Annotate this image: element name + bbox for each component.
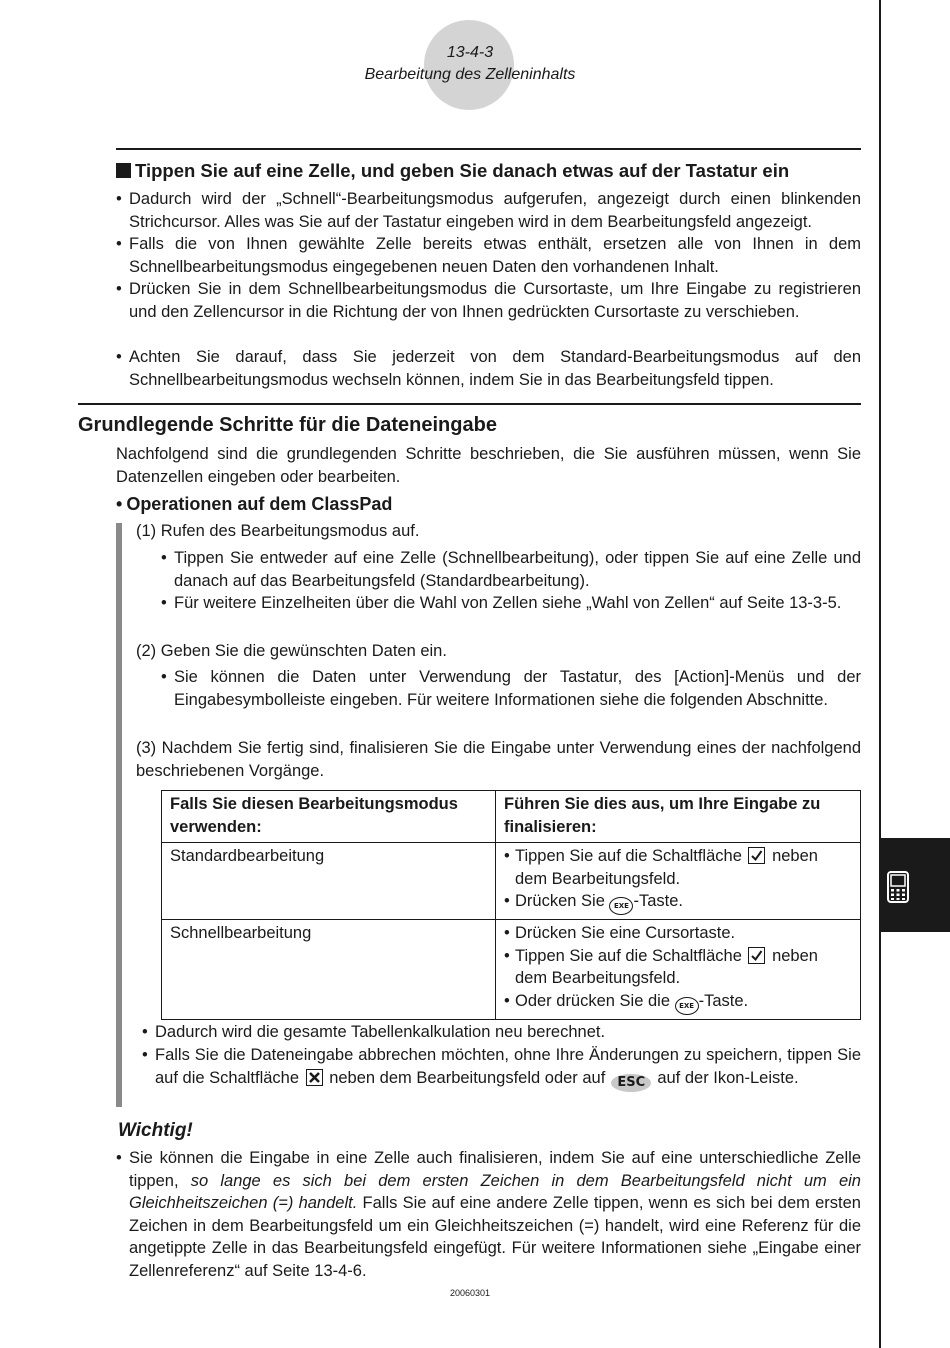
exe-key-icon: EXE (675, 997, 699, 1015)
list-item: • Falls Sie die Dateneingabe abbrechen möchten, ohne Ihre Änderungen zu speichern, tippen Sie auf die Schaltfläche neben dem Bearbeitungsfeld oder auf ESC auf der Ikon-Leiste. (142, 1046, 861, 1090)
list-item: • Drücken Sie in dem Schnellbearbeitungsmodus die Cursortaste, um Ihre Eingabe zu registrieren und den Zellencursor in die Richtung der von Ihnen gedrückten Cursortaste zu verschieben. (116, 280, 861, 321)
list-item: • Drücken Sie eine Cursortaste. (504, 924, 736, 942)
step-3: (3) Nachdem Sie fertig sind, finalisieren Sie die Eingabe unter Verwendung eines der nachfolgend beschriebenen Vorgänge. (136, 739, 861, 780)
table-cell (496, 920, 861, 1020)
list-item: • Oder drücken Sie die EXE -Taste. (504, 990, 852, 1015)
operations-subheading: • Operationen auf dem ClassPad (116, 494, 393, 514)
instruction-bar (116, 523, 122, 1107)
list-item: • Tippen Sie auf die Schaltfläche neben dem Bearbeitungsfeld. (504, 847, 818, 888)
chapter-tab (881, 838, 950, 932)
important-text: • Sie können die Eingabe in eine Zelle auch finalisieren, indem Sie auf eine unterschiedliche Zelle tippen, so lange es sich bei dem ersten Zeichen in dem Bearbeitungsfeld nicht um ein Gleichheitszeichen (=) handelt. Falls Sie auf eine andere Zelle tippen, wenn es sich bei dem ersten Zeichen in dem Bearbeitungsfeld um ein Gleichheitszeichen (=) handelt, wird eine Referenz für die angetippte Zelle in das Bearbeitungsfeld eingefügt. Für weitere Informationen siehe „Eingabe einer Zellenreferenz“ auf Seite 13-4-6. (116, 1149, 861, 1280)
table-cell: Standardbearbeitung (162, 843, 496, 920)
table-header-cell: Falls Sie diesen Bearbeitungsmodus verwenden: (162, 791, 496, 843)
important-heading: Wichtig! (118, 1120, 193, 1141)
section2-heading: Grundlegende Schritte für die Dateneingabe (78, 414, 497, 436)
page-title: Bearbeitung des Zelleninhalts (364, 66, 576, 83)
header-circle-decoration (424, 20, 514, 110)
table-cell (496, 843, 861, 920)
list-item: • Für weitere Einzelheiten über die Wahl von Zellen siehe „Wahl von Zellen“ auf Seite 13-3-5. (161, 594, 842, 612)
section-divider (116, 148, 861, 150)
list-item: • Achten Sie darauf, dass Sie jederzeit von dem Standard-Bearbeitungsmodus auf den Schnellbearbeitungsmodus wechseln können, indem Sie in das Bearbeitungsfeld tippen. (116, 348, 861, 389)
checkmark-box-icon (748, 947, 765, 964)
square-bullet-icon (116, 163, 131, 178)
calculator-icon (881, 838, 950, 932)
margin-rule (879, 0, 881, 1348)
finalize-table (161, 790, 861, 1020)
checkmark-box-icon (748, 847, 765, 864)
list-item: • Dadurch wird der „Schnell“-Bearbeitungsmodus aufgerufen, angezeigt durch einen blinkenden Strichcursor. Alles was Sie auf der Tastatur eingeben wird in dem Bearbeitungsfeld angezeigt. (116, 190, 861, 231)
table-header-row (162, 791, 861, 843)
section-divider (78, 403, 861, 405)
section2-intro: Nachfolgend sind die grundlegenden Schritte beschrieben, die Sie ausführen müssen, wenn Sie Datenzellen eingeben oder bearbeiten. (116, 445, 861, 486)
page-number: 13-4-3 (446, 44, 494, 61)
list-item: • Dadurch wird die gesamte Tabellenkalkulation neu berechnet. (142, 1023, 606, 1041)
list-item: • Sie können die Daten unter Verwendung der Tastatur, des [Action]-Menüs und der Eingabesymbolleiste eingeben. Für weitere Informationen siehe die folgenden Abschnitte. (161, 668, 861, 709)
step-2: (2) Geben Sie die gewünschten Daten ein. (136, 642, 447, 660)
section1-heading: Tippen Sie auf eine Zelle, und geben Sie danach etwas auf der Tastatur ein (116, 160, 876, 182)
step-1: (1) Rufen des Bearbeitungsmodus auf. (136, 522, 420, 540)
list-item: • Drücken Sie EXE -Taste. (504, 890, 852, 915)
table-row (162, 843, 861, 920)
table-header-cell: Führen Sie dies aus, um Ihre Eingabe zu finalisieren: (496, 791, 861, 843)
exe-key-icon: EXE (609, 897, 633, 915)
esc-key-icon: ESC (611, 1074, 651, 1092)
table-cell: Schnellbearbeitung (162, 920, 496, 1020)
table-row (162, 920, 861, 1020)
list-item: • Falls die von Ihnen gewählte Zelle bereits etwas enthält, ersetzen alle von Ihnen in dem Schnellbearbeitungsmodus eingegebenen neuen Daten den vorhandenen Inhalt. (116, 235, 861, 276)
footer-code: 20060301 (449, 1288, 491, 1298)
x-box-icon (306, 1069, 323, 1086)
list-item: • Tippen Sie auf die Schaltfläche neben dem Bearbeitungsfeld. (504, 946, 818, 987)
list-item: • Tippen Sie entweder auf eine Zelle (Schnellbearbeitung), oder tippen Sie auf eine Zelle und danach auf das Bearbeitungsfeld (Standardbearbeitung). (161, 549, 861, 590)
